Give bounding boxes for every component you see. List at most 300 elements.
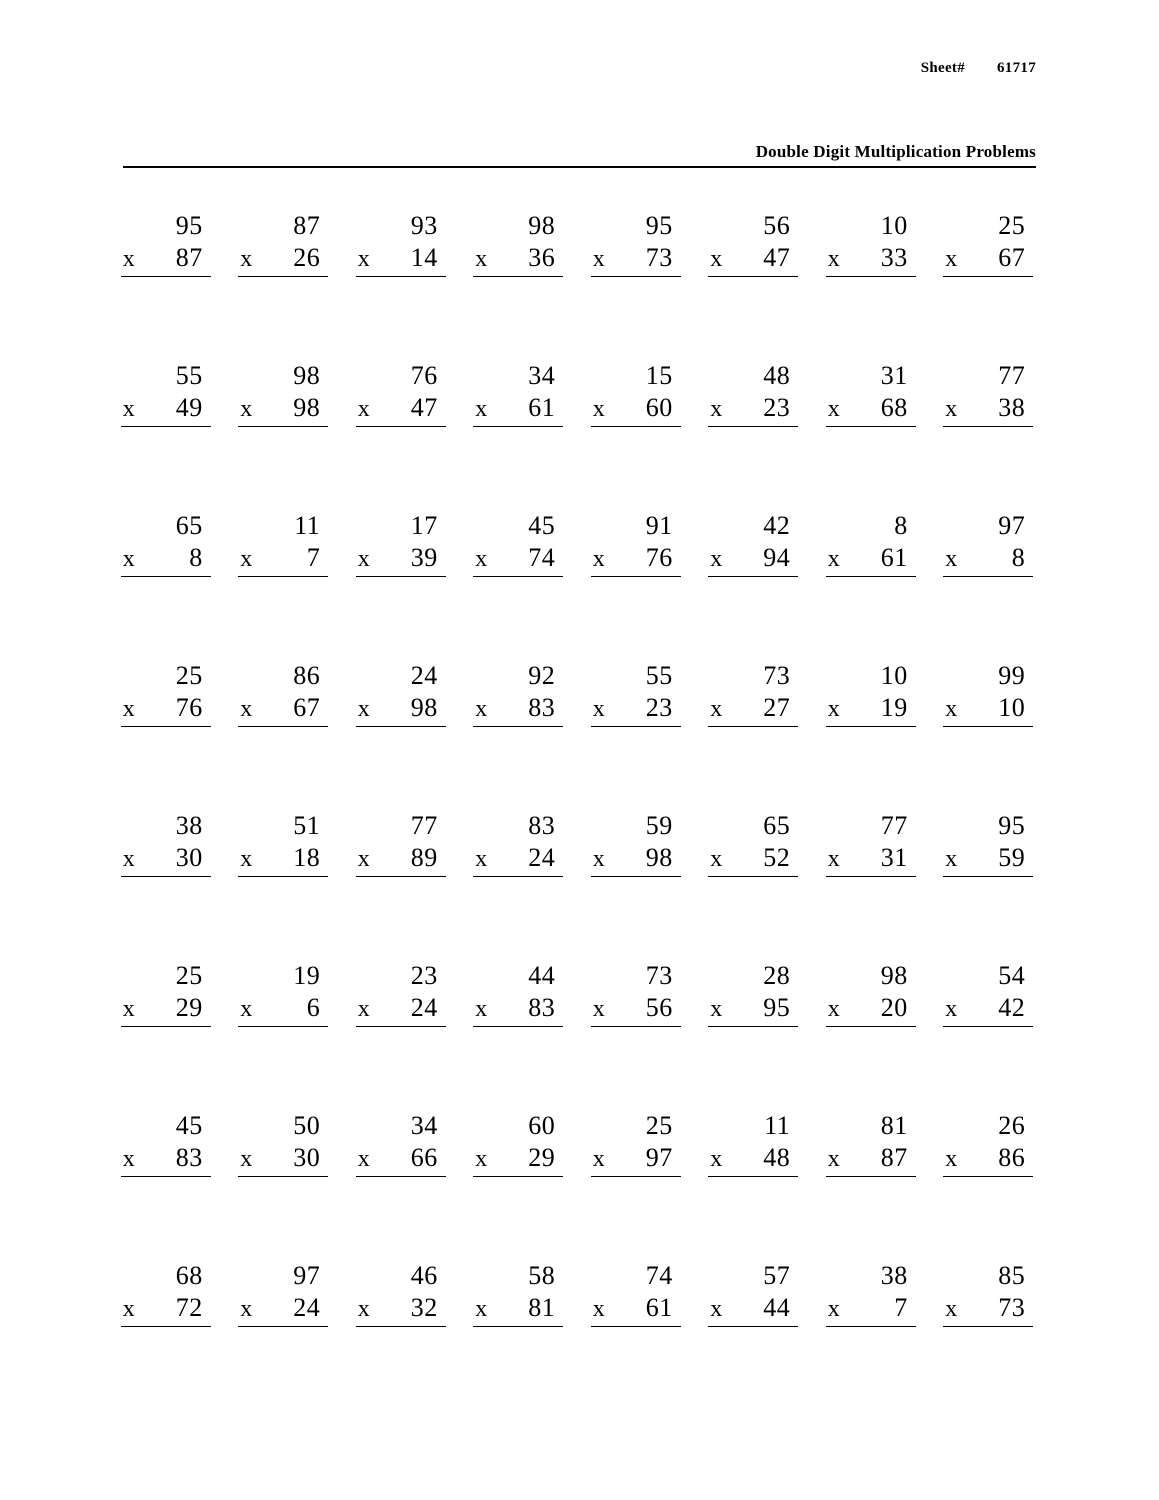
multiplicand: 99 bbox=[998, 661, 1026, 690]
multiplier: 30 bbox=[293, 1142, 321, 1172]
multiplier-line bbox=[121, 1142, 211, 1177]
multiply-operator: x bbox=[827, 695, 840, 722]
multiplication-problem bbox=[121, 510, 211, 577]
multiplier: 33 bbox=[880, 242, 908, 272]
problem-cell bbox=[933, 510, 1051, 660]
multiplier: 74 bbox=[528, 542, 556, 572]
multiplication-problem bbox=[591, 510, 681, 577]
multiply-operator: x bbox=[122, 845, 135, 872]
multiplier-line bbox=[473, 992, 563, 1027]
multiplication-problem bbox=[826, 810, 916, 877]
multiplicand: 83 bbox=[528, 811, 556, 840]
multiplier: 73 bbox=[998, 1292, 1026, 1322]
multiply-operator: x bbox=[122, 245, 135, 272]
multiplier-line bbox=[826, 692, 916, 727]
multiply-operator: x bbox=[592, 395, 605, 422]
multiplication-problem bbox=[121, 360, 211, 427]
multiplication-problem bbox=[356, 1260, 446, 1327]
multiplicand: 38 bbox=[880, 1261, 908, 1290]
problem-cell bbox=[933, 210, 1051, 360]
multiplier: 29 bbox=[175, 992, 203, 1022]
multiplication-problem bbox=[356, 510, 446, 577]
multiplier: 66 bbox=[410, 1142, 438, 1172]
multiplier-line bbox=[238, 692, 328, 727]
multiplier-line bbox=[943, 242, 1033, 277]
problem-cell bbox=[463, 510, 581, 660]
multiplicand: 76 bbox=[410, 361, 438, 390]
multiply-operator: x bbox=[945, 1295, 958, 1322]
multiplier-line bbox=[473, 692, 563, 727]
problem-cell bbox=[933, 360, 1051, 510]
multiply-operator: x bbox=[475, 245, 488, 272]
multiplier: 61 bbox=[645, 1292, 673, 1322]
multiply-operator: x bbox=[122, 695, 135, 722]
multiplier: 97 bbox=[645, 1142, 673, 1172]
multiply-operator: x bbox=[945, 245, 958, 272]
multiplier-line bbox=[708, 392, 798, 427]
multiply-operator: x bbox=[827, 545, 840, 572]
multiplier: 8 bbox=[189, 542, 203, 572]
problem-cell bbox=[228, 660, 346, 810]
multiplier-line bbox=[708, 242, 798, 277]
multiplication-problem bbox=[943, 810, 1033, 877]
problem-cell bbox=[580, 660, 698, 810]
multiplier: 86 bbox=[998, 1142, 1026, 1172]
multiplier: 83 bbox=[528, 692, 556, 722]
problem-row bbox=[110, 1260, 1050, 1410]
multiplicand: 77 bbox=[880, 811, 908, 840]
multiplier-line bbox=[943, 392, 1033, 427]
multiplicand: 19 bbox=[293, 961, 321, 990]
multiplier-line bbox=[943, 542, 1033, 577]
multiplicand: 44 bbox=[528, 961, 556, 990]
multiplicand: 17 bbox=[410, 511, 438, 540]
multiplier: 67 bbox=[998, 242, 1026, 272]
multiplication-problem bbox=[238, 960, 328, 1027]
multiply-operator: x bbox=[475, 1145, 488, 1172]
multiply-operator: x bbox=[240, 1295, 253, 1322]
multiplication-problem bbox=[473, 1110, 563, 1177]
problem-cell bbox=[580, 1260, 698, 1410]
multiply-operator: x bbox=[475, 395, 488, 422]
problem-cell bbox=[815, 1110, 933, 1260]
multiplier: 83 bbox=[175, 1142, 203, 1172]
multiplier: 7 bbox=[894, 1292, 908, 1322]
multiplication-problem bbox=[708, 810, 798, 877]
multiplier: 31 bbox=[880, 842, 908, 872]
multiplier: 26 bbox=[293, 242, 321, 272]
multiplier: 18 bbox=[293, 842, 321, 872]
multiplier: 68 bbox=[880, 392, 908, 422]
problem-grid bbox=[110, 210, 1050, 1410]
multiplicand: 31 bbox=[880, 361, 908, 390]
multiplier-line bbox=[121, 992, 211, 1027]
multiplier: 49 bbox=[175, 392, 203, 422]
sheet-identifier bbox=[921, 60, 1036, 77]
multiplication-problem bbox=[943, 1110, 1033, 1177]
problem-cell bbox=[110, 960, 228, 1110]
multiplier: 23 bbox=[645, 692, 673, 722]
multiplier: 42 bbox=[998, 992, 1026, 1022]
multiplier: 98 bbox=[410, 692, 438, 722]
sheet-number: 61717 bbox=[997, 60, 1036, 76]
multiplicand: 24 bbox=[410, 661, 438, 690]
multiply-operator: x bbox=[240, 545, 253, 572]
multiplier-line bbox=[943, 692, 1033, 727]
multiplier: 27 bbox=[763, 692, 791, 722]
multiplication-problem bbox=[121, 1260, 211, 1327]
multiplier-line bbox=[708, 542, 798, 577]
multiply-operator: x bbox=[592, 1145, 605, 1172]
problem-cell bbox=[110, 660, 228, 810]
multiplication-problem bbox=[943, 960, 1033, 1027]
problem-row bbox=[110, 960, 1050, 1110]
multiplier: 44 bbox=[763, 1292, 791, 1322]
multiplier: 67 bbox=[293, 692, 321, 722]
multiplication-problem bbox=[473, 510, 563, 577]
multiplier: 59 bbox=[998, 842, 1026, 872]
multiply-operator: x bbox=[357, 545, 370, 572]
multiply-operator: x bbox=[827, 245, 840, 272]
problem-cell bbox=[228, 210, 346, 360]
problem-cell bbox=[110, 1260, 228, 1410]
page-title: Double Digit Multiplication Problems bbox=[755, 142, 1036, 161]
multiplication-problem bbox=[708, 1110, 798, 1177]
multiplication-problem bbox=[356, 210, 446, 277]
multiplier: 19 bbox=[880, 692, 908, 722]
problem-cell bbox=[228, 810, 346, 960]
problem-cell bbox=[580, 210, 698, 360]
multiplication-problem bbox=[826, 1110, 916, 1177]
multiply-operator: x bbox=[240, 695, 253, 722]
problem-row bbox=[110, 1110, 1050, 1260]
multiply-operator: x bbox=[592, 245, 605, 272]
multiply-operator: x bbox=[592, 1295, 605, 1322]
problem-cell bbox=[698, 660, 816, 810]
multiplicand: 77 bbox=[998, 361, 1026, 390]
multiplier-line bbox=[356, 392, 446, 427]
multiply-operator: x bbox=[357, 995, 370, 1022]
problem-cell bbox=[815, 810, 933, 960]
multiplier: 60 bbox=[645, 392, 673, 422]
multiplier-line bbox=[473, 392, 563, 427]
problem-cell bbox=[463, 810, 581, 960]
multiply-operator: x bbox=[357, 845, 370, 872]
multiplier-line bbox=[121, 692, 211, 727]
multiplier-line bbox=[356, 692, 446, 727]
multiply-operator: x bbox=[945, 1145, 958, 1172]
multiplier-line bbox=[356, 1142, 446, 1177]
multiplication-problem bbox=[591, 210, 681, 277]
multiplication-problem bbox=[473, 960, 563, 1027]
multiplication-problem bbox=[943, 510, 1033, 577]
multiplier-line bbox=[943, 992, 1033, 1027]
multiplier-line bbox=[591, 1292, 681, 1327]
problem-cell bbox=[110, 810, 228, 960]
multiplier-line bbox=[473, 1292, 563, 1327]
multiply-operator: x bbox=[240, 245, 253, 272]
multiply-operator: x bbox=[592, 545, 605, 572]
multiplication-problem bbox=[356, 360, 446, 427]
multiplier-line bbox=[238, 992, 328, 1027]
multiplication-problem bbox=[473, 1260, 563, 1327]
multiplicand: 73 bbox=[645, 961, 673, 990]
multiplicand: 10 bbox=[880, 661, 908, 690]
multiplication-problem bbox=[238, 1110, 328, 1177]
multiplier: 61 bbox=[528, 392, 556, 422]
multiplication-problem bbox=[238, 210, 328, 277]
multiplication-problem bbox=[121, 810, 211, 877]
multiplier-line bbox=[943, 842, 1033, 877]
problem-cell bbox=[228, 510, 346, 660]
multiply-operator: x bbox=[827, 1145, 840, 1172]
multiplication-problem bbox=[591, 810, 681, 877]
multiply-operator: x bbox=[122, 995, 135, 1022]
multiplicand: 95 bbox=[175, 211, 203, 240]
multiplicand: 92 bbox=[528, 661, 556, 690]
problem-cell bbox=[698, 360, 816, 510]
multiplicand: 97 bbox=[293, 1261, 321, 1290]
multiplier-line bbox=[238, 1292, 328, 1327]
problem-cell bbox=[463, 1110, 581, 1260]
multiplicand: 51 bbox=[293, 811, 321, 840]
multiplication-problem bbox=[708, 510, 798, 577]
multiply-operator: x bbox=[827, 395, 840, 422]
multiplier: 20 bbox=[880, 992, 908, 1022]
multiplier-line bbox=[826, 542, 916, 577]
multiply-operator: x bbox=[592, 995, 605, 1022]
multiplicand: 50 bbox=[293, 1111, 321, 1140]
multiplier: 56 bbox=[645, 992, 673, 1022]
multiply-operator: x bbox=[357, 245, 370, 272]
multiplier: 30 bbox=[175, 842, 203, 872]
multiplier-line bbox=[356, 992, 446, 1027]
problem-cell bbox=[933, 1110, 1051, 1260]
multiply-operator: x bbox=[827, 845, 840, 872]
multiplier-line bbox=[591, 392, 681, 427]
multiplier: 81 bbox=[528, 1292, 556, 1322]
multiplication-problem bbox=[121, 660, 211, 727]
multiplier-line bbox=[591, 242, 681, 277]
multiplication-problem bbox=[826, 510, 916, 577]
multiplier-line bbox=[238, 242, 328, 277]
multiplication-problem bbox=[591, 360, 681, 427]
multiply-operator: x bbox=[827, 995, 840, 1022]
problem-cell bbox=[463, 1260, 581, 1410]
multiply-operator: x bbox=[357, 395, 370, 422]
multiplicand: 73 bbox=[763, 661, 791, 690]
multiplication-problem bbox=[238, 660, 328, 727]
multiplicand: 68 bbox=[175, 1261, 203, 1290]
multiply-operator: x bbox=[240, 395, 253, 422]
multiplier-line bbox=[238, 542, 328, 577]
multiplicand: 42 bbox=[763, 511, 791, 540]
multiplication-problem bbox=[238, 360, 328, 427]
multiplication-problem bbox=[591, 660, 681, 727]
problem-row bbox=[110, 660, 1050, 810]
problem-cell bbox=[228, 1110, 346, 1260]
multiplicand: 65 bbox=[763, 811, 791, 840]
multiplicand: 95 bbox=[998, 811, 1026, 840]
multiplicand: 98 bbox=[528, 211, 556, 240]
multiplier-line bbox=[121, 842, 211, 877]
multiply-operator: x bbox=[357, 1295, 370, 1322]
multiplier: 76 bbox=[645, 542, 673, 572]
multiply-operator: x bbox=[122, 1295, 135, 1322]
multiplicand: 98 bbox=[293, 361, 321, 390]
multiply-operator: x bbox=[475, 845, 488, 872]
multiplication-problem bbox=[473, 210, 563, 277]
multiplier-line bbox=[591, 692, 681, 727]
multiplicand: 91 bbox=[645, 511, 673, 540]
multiply-operator: x bbox=[592, 845, 605, 872]
problem-cell bbox=[698, 810, 816, 960]
multiply-operator: x bbox=[122, 1145, 135, 1172]
multiplicand: 23 bbox=[410, 961, 438, 990]
problem-row bbox=[110, 360, 1050, 510]
multiplication-problem bbox=[826, 960, 916, 1027]
multiplier: 39 bbox=[410, 542, 438, 572]
multiplication-problem bbox=[473, 810, 563, 877]
multiply-operator: x bbox=[710, 545, 723, 572]
multiplier-line bbox=[121, 392, 211, 427]
problem-cell bbox=[698, 1110, 816, 1260]
multiply-operator: x bbox=[592, 695, 605, 722]
multiplicand: 10 bbox=[880, 211, 908, 240]
problem-row bbox=[110, 510, 1050, 660]
multiplier: 24 bbox=[293, 1292, 321, 1322]
problem-cell bbox=[345, 510, 463, 660]
problem-cell bbox=[345, 1110, 463, 1260]
multiplication-problem bbox=[943, 360, 1033, 427]
multiplicand: 54 bbox=[998, 961, 1026, 990]
multiply-operator: x bbox=[240, 995, 253, 1022]
multiplicand: 26 bbox=[998, 1111, 1026, 1140]
multiplication-problem bbox=[943, 210, 1033, 277]
multiplier-line bbox=[591, 992, 681, 1027]
multiplier: 52 bbox=[763, 842, 791, 872]
problem-cell bbox=[345, 210, 463, 360]
problem-cell bbox=[110, 1110, 228, 1260]
multiplication-problem bbox=[356, 660, 446, 727]
multiplier-line bbox=[356, 842, 446, 877]
multiplier: 8 bbox=[1011, 542, 1026, 572]
multiplication-problem bbox=[356, 960, 446, 1027]
multiplication-problem bbox=[708, 210, 798, 277]
multiplication-problem bbox=[826, 360, 916, 427]
multiply-operator: x bbox=[710, 245, 723, 272]
multiplication-problem bbox=[943, 1260, 1033, 1327]
multiplier-line bbox=[121, 242, 211, 277]
multiplier-line bbox=[708, 1142, 798, 1177]
multiplication-problem bbox=[238, 810, 328, 877]
problem-cell bbox=[580, 960, 698, 1110]
title-rule bbox=[123, 142, 1036, 168]
problem-cell bbox=[933, 810, 1051, 960]
multiplier-line bbox=[473, 842, 563, 877]
multiplication-problem bbox=[473, 360, 563, 427]
multiply-operator: x bbox=[710, 1295, 723, 1322]
multiplicand: 15 bbox=[645, 361, 673, 390]
multiplicand: 45 bbox=[528, 511, 556, 540]
multiplier-line bbox=[473, 242, 563, 277]
multiplier: 14 bbox=[410, 242, 438, 272]
problem-cell bbox=[110, 210, 228, 360]
multiplicand: 56 bbox=[763, 211, 791, 240]
multiplication-problem bbox=[826, 660, 916, 727]
multiply-operator: x bbox=[710, 995, 723, 1022]
multiplication-problem bbox=[238, 1260, 328, 1327]
multiplier-line bbox=[943, 1142, 1033, 1177]
multiplier: 48 bbox=[763, 1142, 791, 1172]
multiplicand: 28 bbox=[763, 961, 791, 990]
problem-row bbox=[110, 210, 1050, 360]
problem-cell bbox=[580, 360, 698, 510]
multiplier-line bbox=[238, 842, 328, 877]
multiplicand: 58 bbox=[528, 1261, 556, 1290]
multiply-operator: x bbox=[710, 695, 723, 722]
multiplication-problem bbox=[121, 210, 211, 277]
multiplicand: 25 bbox=[645, 1111, 673, 1140]
multiplier-line bbox=[708, 692, 798, 727]
problem-cell bbox=[228, 360, 346, 510]
problem-cell bbox=[815, 660, 933, 810]
multiplicand: 25 bbox=[998, 211, 1026, 240]
multiplicand: 77 bbox=[410, 811, 438, 840]
multiplier-line bbox=[121, 542, 211, 577]
multiplier-line bbox=[591, 842, 681, 877]
multiply-operator: x bbox=[827, 1295, 840, 1322]
multiplicand: 97 bbox=[998, 511, 1026, 540]
multiplier-line bbox=[356, 542, 446, 577]
multiplicand: 55 bbox=[175, 361, 203, 390]
multiply-operator: x bbox=[357, 695, 370, 722]
multiply-operator: x bbox=[710, 395, 723, 422]
multiplier-line bbox=[826, 1142, 916, 1177]
multiplication-problem bbox=[591, 1110, 681, 1177]
multiplier: 24 bbox=[528, 842, 556, 872]
problem-cell bbox=[698, 210, 816, 360]
problem-cell bbox=[345, 660, 463, 810]
multiplier-line bbox=[473, 542, 563, 577]
multiply-operator: x bbox=[710, 1145, 723, 1172]
multiplier: 76 bbox=[175, 692, 203, 722]
problem-cell bbox=[580, 1110, 698, 1260]
multiplicand: 59 bbox=[645, 811, 673, 840]
multiplier: 32 bbox=[410, 1292, 438, 1322]
multiplier: 95 bbox=[763, 992, 791, 1022]
multiplication-problem bbox=[943, 660, 1033, 727]
multiply-operator: x bbox=[475, 695, 488, 722]
problem-cell bbox=[463, 960, 581, 1110]
multiplier-line bbox=[473, 1142, 563, 1177]
multiplication-problem bbox=[708, 660, 798, 727]
multiplier-line bbox=[943, 1292, 1033, 1327]
multiplier: 73 bbox=[645, 242, 673, 272]
problem-cell bbox=[815, 210, 933, 360]
problem-cell bbox=[815, 510, 933, 660]
problem-cell bbox=[110, 510, 228, 660]
multiply-operator: x bbox=[475, 1295, 488, 1322]
multiply-operator: x bbox=[945, 995, 958, 1022]
problem-cell bbox=[698, 960, 816, 1110]
multiplication-problem bbox=[356, 810, 446, 877]
multiply-operator: x bbox=[945, 695, 958, 722]
multiplication-problem bbox=[121, 960, 211, 1027]
multiplication-problem bbox=[708, 360, 798, 427]
problem-cell bbox=[815, 360, 933, 510]
multiplier: 72 bbox=[175, 1292, 203, 1322]
